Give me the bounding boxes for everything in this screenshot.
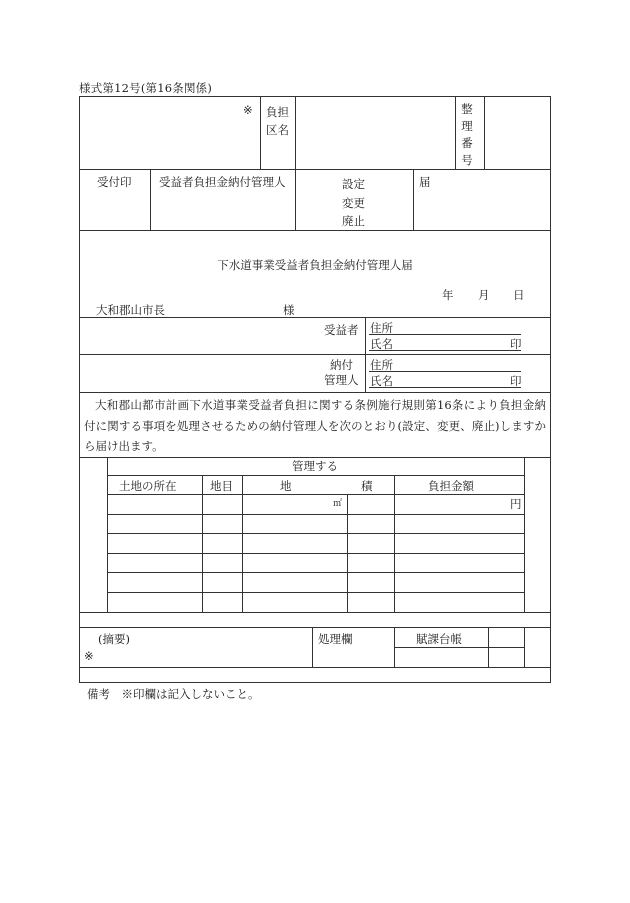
column-land-location: 土地の所在 [119, 479, 177, 493]
beneficiary-address-label: 住所 [370, 321, 393, 335]
office-use-mark: ※ [243, 103, 253, 117]
form-title: 下水道事業受益者負担金納付管理人届 [217, 258, 413, 272]
beneficiary-name-label: 氏名 [370, 337, 393, 351]
honorific: 様 [283, 303, 295, 317]
table-row [107, 553, 524, 554]
table-row [107, 592, 524, 593]
area-unit: ㎡ [333, 499, 343, 509]
beneficiary-label: 受益者 [324, 323, 359, 337]
form-number-label: 様式第12号(第16条関係) [79, 81, 213, 95]
column-area-part-1: 地 [280, 479, 292, 493]
manager-name-label: 氏名 [370, 374, 393, 388]
manager-seal: 印 [510, 374, 522, 388]
reference-number-label: 整 理 番 号 [461, 102, 473, 167]
date-year: 年 [442, 288, 454, 302]
payment-manager-title: 受益者負担金納付管理人 [159, 175, 286, 189]
tax-ledger-label: 賦課台帳 [416, 632, 462, 646]
receipt-stamp-label: 受付印 [97, 175, 132, 189]
action-options: 設定 変更 廃止 [342, 177, 365, 228]
payment-manager-label-1: 納付 [330, 358, 353, 372]
column-land-category: 地目 [210, 479, 233, 493]
date-month: 月 [478, 288, 490, 302]
remarks-note: 備考 ※印欄は記入しないこと。 [87, 687, 260, 701]
column-area-part-2: 積 [361, 479, 373, 493]
table-row [107, 533, 524, 534]
summary-office-mark: ※ [84, 649, 94, 663]
manager-address-label: 住所 [370, 358, 393, 372]
table-row [107, 514, 524, 515]
beneficiary-seal: 印 [510, 337, 522, 351]
notification-suffix: 届 [419, 175, 431, 189]
managed-table-title: 管理する [292, 459, 338, 473]
column-burden-amount: 負担金額 [428, 479, 474, 493]
addressee: 大和郡山市長 [96, 303, 165, 317]
burden-area-label: 負担 区名 [266, 105, 289, 137]
processing-label: 処理欄 [318, 632, 353, 646]
notification-form [79, 96, 551, 683]
summary-label: (摘要) [98, 632, 130, 646]
statement-text: 大和郡山都市計画下水道事業受益者負担に関する条例施行規則第16条により負担金納付に関する事項を処理させるための納付管理人を次のとおり(設定、変更、廃止)しますから届け出ます。 [84, 398, 546, 453]
amount-unit: 円 [510, 497, 522, 511]
payment-manager-label-2: 管理人 [324, 373, 359, 387]
date-day: 日 [513, 288, 525, 302]
table-row [107, 572, 524, 573]
